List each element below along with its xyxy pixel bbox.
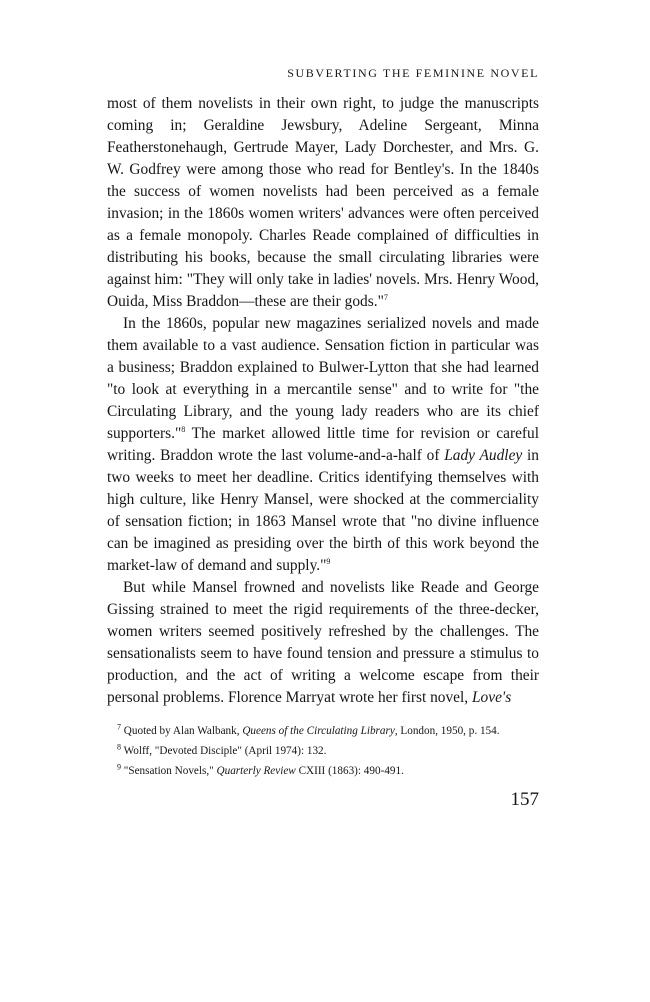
note-reference: 9 (117, 762, 121, 772)
text-segment: But while Mansel frowned and novelists like Reade and George Gissing strained to meet the rigid requirements of the three-decker, women writers seemed positively refreshed by the challenges. The sensationalists seem to have found tension and pressure a stimulus to production, and the act of writing a welcome escape from their personal problems. Florence Marryat wrote her first novel, (107, 579, 539, 706)
note-reference: 8 (181, 424, 186, 434)
text-segment: The market allowed little time for revision or careful writing. Braddon wrote the last volume-and-a-half of (107, 425, 539, 464)
note-reference: 8 (117, 742, 121, 752)
text-segment: most of them novelists in their own right, to judge the manuscripts coming in; Geraldine Jewsbury, Adeline Sergeant, Minna Featherstonehaugh, Gertrude Mayer, Lady Dorchester, and Mrs. G. W. Godfrey were among those who read for Bentley's. In the 1840s the success of women novelists had been perceived as a female invasion; in the 1860s women writers' advances were often perceived as a female monopoly. Charles Reade complained of difficulties in distributing his books, because the small circulating libraries were against him: "They will only take in ladies' novels. Mrs. Henry Wood, Ouida, Miss Braddon—these are their gods." (107, 95, 539, 310)
text-segment: Wolff, "Devoted Disciple" (April 1974): 132. (121, 745, 327, 757)
footnote-7 (107, 723, 539, 739)
italic-title: Quarterly Review (216, 765, 296, 777)
footnotes (107, 723, 539, 779)
footnote-8 (107, 743, 539, 759)
paragraph-1 (107, 93, 539, 313)
text-segment: , London, 1950, p. 154. (394, 725, 500, 737)
note-reference: 7 (117, 722, 121, 732)
italic-title: Lady Audley (444, 447, 523, 464)
footnote-9 (107, 763, 539, 779)
note-reference: 7 (383, 292, 388, 302)
italic-title: Queens of the Circulating Library (242, 725, 395, 737)
text-segment: CXIII (1863): 490-491. (295, 765, 404, 777)
running-head: SUBVERTING THE FEMININE NOVEL (287, 66, 539, 80)
text-segment: Quoted by Alan Walbank, (121, 725, 243, 737)
text-segment: In the 1860s, popular new magazines serialized novels and made them available to a vast audience. Sensation fiction in particular was a business; Braddon explained to Bulwer-Lytton that she had learned "to look at everything in a mercantile sense" and to write for "the Circulating Library, and the young lady readers who are its chief supporters." (107, 315, 539, 442)
body-text (107, 93, 539, 709)
page-number: 157 (510, 789, 539, 810)
paragraph-3 (107, 577, 539, 709)
italic-title: Love's (472, 689, 512, 706)
book-page (107, 66, 539, 811)
note-reference: 9 (326, 556, 331, 566)
text-segment: in two weeks to meet her deadline. Critics identifying themselves with high culture, like Henry Mansel, were shocked at the commerciality of sensation fiction; in 1863 Mansel wrote that "no divine influence can be imagined as presiding over the birth of this work beyond the market-law of demand and supply." (107, 447, 539, 574)
paragraph-2 (107, 313, 539, 577)
text-segment: "Sensation Novels," (121, 765, 217, 777)
